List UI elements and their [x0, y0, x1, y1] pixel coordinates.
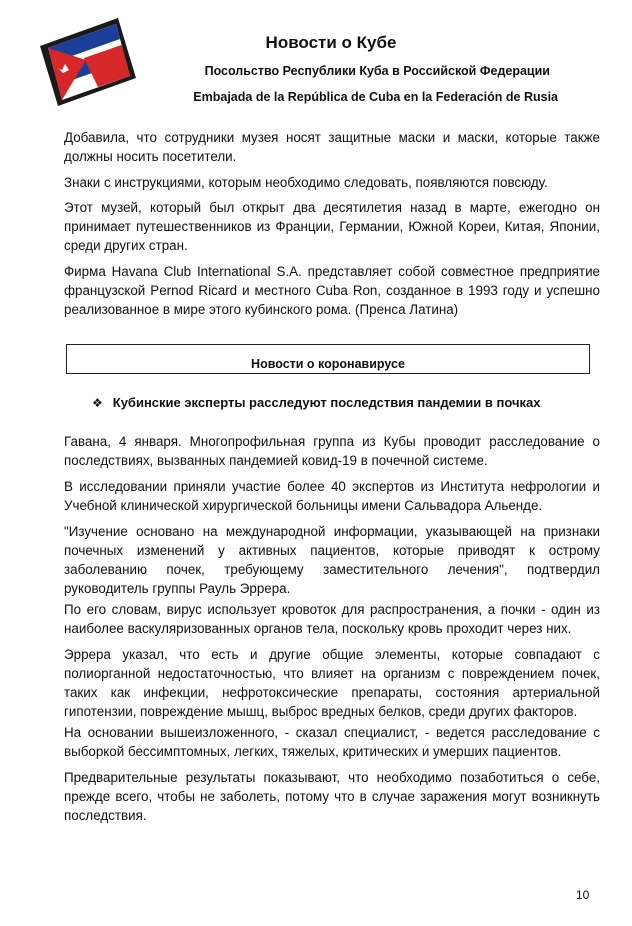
paragraph: Знаки с инструкциями, которым необходимо следовать, появляются повсюду. [64, 175, 548, 190]
diamond-bullet-icon: ❖ [92, 395, 103, 410]
embassy-name-ru: Посольство Республики Куба в Российской Федерации [204, 64, 550, 78]
paragraph: Предварительные результаты показывают, что необходимо позаботиться о себе, прежде всего, чтобы не заболеть, потому что в случае заражения могут возникнуть последствия. [64, 770, 600, 823]
paragraph: Эррера указал, что есть и другие общие элементы, которые совпадают с полиорганной недостаточностью, что влияет на организм с повреждением почек, таких как инфекции, нефротоксические препараты, состояния артериальной гипотензии, повреждение мышц, выброс вредных белков, среди других факторов. [64, 647, 600, 719]
paragraph: Этот музей, который был открыт два десятилетия назад в марте, ежегодно он принимает путешественников из Франции, Германии, Южной Кореи, Китая, Японии, среди других стран. [64, 200, 600, 253]
section-header-box [66, 344, 590, 374]
section-title: Новости о коронавирусе [251, 357, 405, 371]
headline-text: Кубинские эксперты расследуют последствия пандемии в почках [112, 395, 541, 410]
article-headline [92, 395, 612, 410]
paragraph: Фирма Havana Club International S.A. представляет собой совместное предприятие французской Pernod Ricard и местного Cuba Ron, созданное в 1993 году и успешно реализованное в мире этого кубинского рома. (Пренса Латина) [64, 264, 600, 317]
paragraph: Добавила, что сотрудники музея носят защитные маски и маски, которые также должны носить посетители. [64, 130, 600, 164]
page-number: 10 [576, 888, 590, 902]
paragraph: По его словам, вирус использует кровоток для распространения, а почки - один из наиболее васкуляризованных органов тела, поскольку кровь проходит через них. [64, 602, 600, 636]
embassy-name-es: Embajada de la República de Cuba en la Federación de Rusia [193, 90, 558, 104]
paragraph: "Изучение основано на международной информации, указывающей на признаки почечных изменений у активных пациентов, которые приводят к острому заболеванию почек, требующему заместительного лечения", подтвердил руководитель группы Рауль Эррера. [64, 524, 600, 596]
page-title: Новости о Кубе [265, 33, 397, 52]
paragraph: В исследовании приняли участие более 40 экспертов из Института нефрологии и Учебной клинической хирургической больницы имени Сальвадора Альенде. [64, 479, 600, 513]
paragraph: На основании вышеизложенного, - сказал специалист, - ведется расследование с выборкой бессимптомных, легких, тяжелых, критических и умерших пациентов. [64, 725, 600, 759]
paragraph: Гавана, 4 января. Многопрофильная группа из Кубы проводит расследование о последствиях, вызванных пандемией ковид-19 в почечной системе. [64, 434, 600, 468]
cuba-russia-flags-icon [36, 18, 136, 108]
